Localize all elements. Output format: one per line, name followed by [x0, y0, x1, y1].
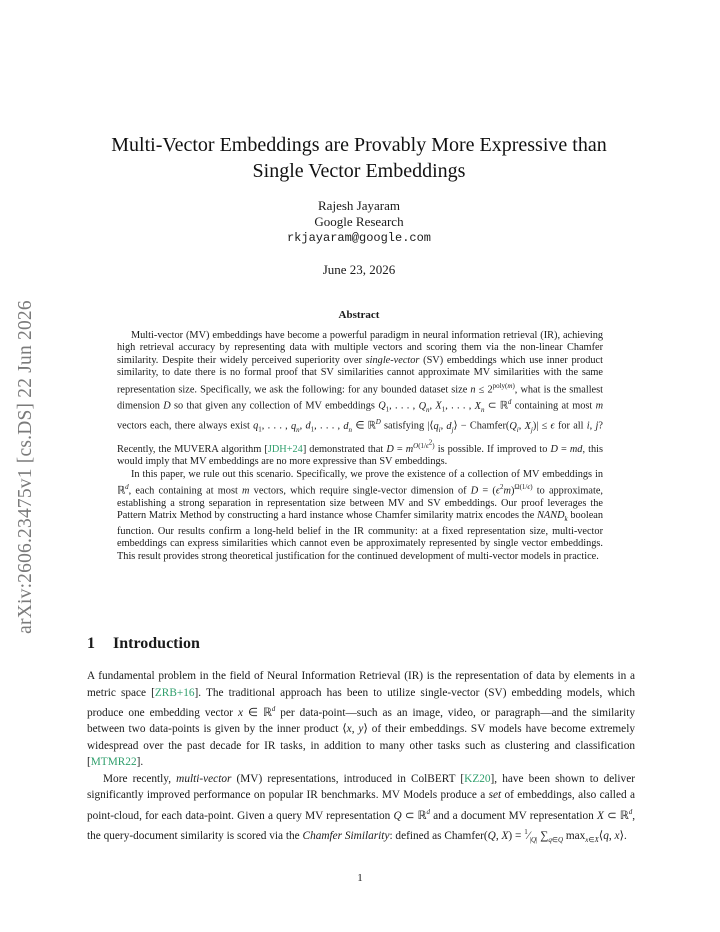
author-block: [90, 198, 628, 246]
section-title: Introduction: [113, 635, 200, 652]
abstract-paragraph-2: In this paper, we rule out this scenario. Specifically, we prove the existence of a collection of MV embeddings in ℝ$^d$, each containing at most m vectors, which require single-vector dimension of $D = (\epsilon^2m)^{\Omega(1/\epsilon)}$ to approximate, establishing a strong separation in representation size between MV and SV embeddings. Our proof leverages the Pattern Matrix Method by constructing a hard instance whose Chamfer similarity matrix encodes the $NAND_k$ boolean function. Our results confirm a long-held belief in the IR community: at a fixed representation size, multi-vector embeddings can express similarities which cannot even be approximately represented by single vector embeddings. This result provides strong theoretical justification for the continued development of multi-vector models in practice.: [117, 468, 604, 562]
paper-title-line-2: Single Vector Embeddings: [252, 160, 466, 182]
author-email: rkjayaram@google.com: [286, 231, 432, 245]
paper-date: June 23, 2026: [322, 262, 396, 277]
paper-title-line-1: Multi-Vector Embeddings are Provably More Expressive than: [111, 134, 607, 156]
intro-paragraph-2: More recently, multi-vector (MV) representations, introduced in ColBERT [KZ20], have been shown to deliver significantly improved performance on popular IR benchmarks. MV Models produce a set of embeddings, also called a point-cloud, for each data-point. Given a query MV representation Q ⊂ ℝ$^d$ and a document MV representation X ⊂ ℝ$^d$, the query-document similarity is scored via the Chamfer Similarity: defined as Chamfer(Q, $X) = ^1⁄_{|Q|}$ $\sum_{q\in Q}$ $\max_{x\in X}⟨q$, x⟩.: [87, 772, 636, 845]
author-affiliation: Google Research: [314, 214, 404, 229]
arxiv-identifier-text: arXiv:2606.23475v1 [cs.DS] 22 Jun 2026: [15, 300, 37, 634]
citation-zrb16[interactable]: ZRB+16: [154, 686, 195, 699]
arxiv-identifier-sidebar: [6, 262, 46, 672]
introduction-body: [87, 668, 635, 849]
paper-title: [90, 132, 628, 184]
abstract-paragraph-1: Multi-vector (MV) embeddings have become a powerful paradigm in neural information retrieval (IR), achieving high retrieval accuracy by representing data with multiple vectors and scoring them via the non-linear Chamfer similarity. Despite their widely perceived superiority over single-vector (SV) embeddings which use inner product similarity, to date there is no formal proof that SV similarities cannot approximate MV similarities with the same representation size. Specifically, we ask the following: for any bounded dataset size $n \le 2^{poly(m)}$, what is the smallest dimension D so that given any collection of MV embeddings $Q_1$, . . . , $Q_n$, $X_1$, . . . , $X_n$ ⊂ ℝ$^d$ containing at most m vectors each, there always exist $q_1$, . . . , $q_n$, $d_1$, . . . , $d_n$ ∈ ℝ$^D$ satisfying $|⟨q_i$, $d_j⟩$ − $Chamfer(Q_i$, $X_j)| \le \epsilon$ for all i, j? Recently, the MUVERA algorithm [JDH+24] demonstrated that $D = m^{O(1/\epsilon^2)}$ is possible. If improved to D = md, this would imply that MV embeddings are no more expressive than SV embeddings.: [117, 330, 603, 468]
abstract-body: [117, 330, 603, 563]
page-number: 1: [357, 872, 363, 884]
citation-jdh24[interactable]: JDH+24: [267, 443, 303, 455]
intro-paragraph-1: A fundamental problem in the field of Neural Information Retrieval (IR) is the representation of data by elements in a metric space [ZRB+16]. The traditional approach has been to utilize single-vector (SV) embedding models, which produce one embedding vector x ∈ ℝ$^d$ per data-point—such as an image, video, or paragraph—and the similarity between two data-points is given by the inner product ⟨x, y⟩ of their embeddings. SV models have become extremely widespread over the past decade for IR tasks, in addition to many other tasks such as clustering and classification [MTMR22].: [87, 670, 635, 769]
citation-kz20[interactable]: KZ20: [464, 772, 491, 785]
author-name: Rajesh Jayaram: [318, 198, 400, 213]
section-heading-introduction: [87, 635, 200, 653]
abstract-heading: Abstract: [338, 309, 380, 321]
citation-mtmr22[interactable]: MTMR22: [90, 756, 137, 769]
section-number: 1: [87, 635, 95, 652]
